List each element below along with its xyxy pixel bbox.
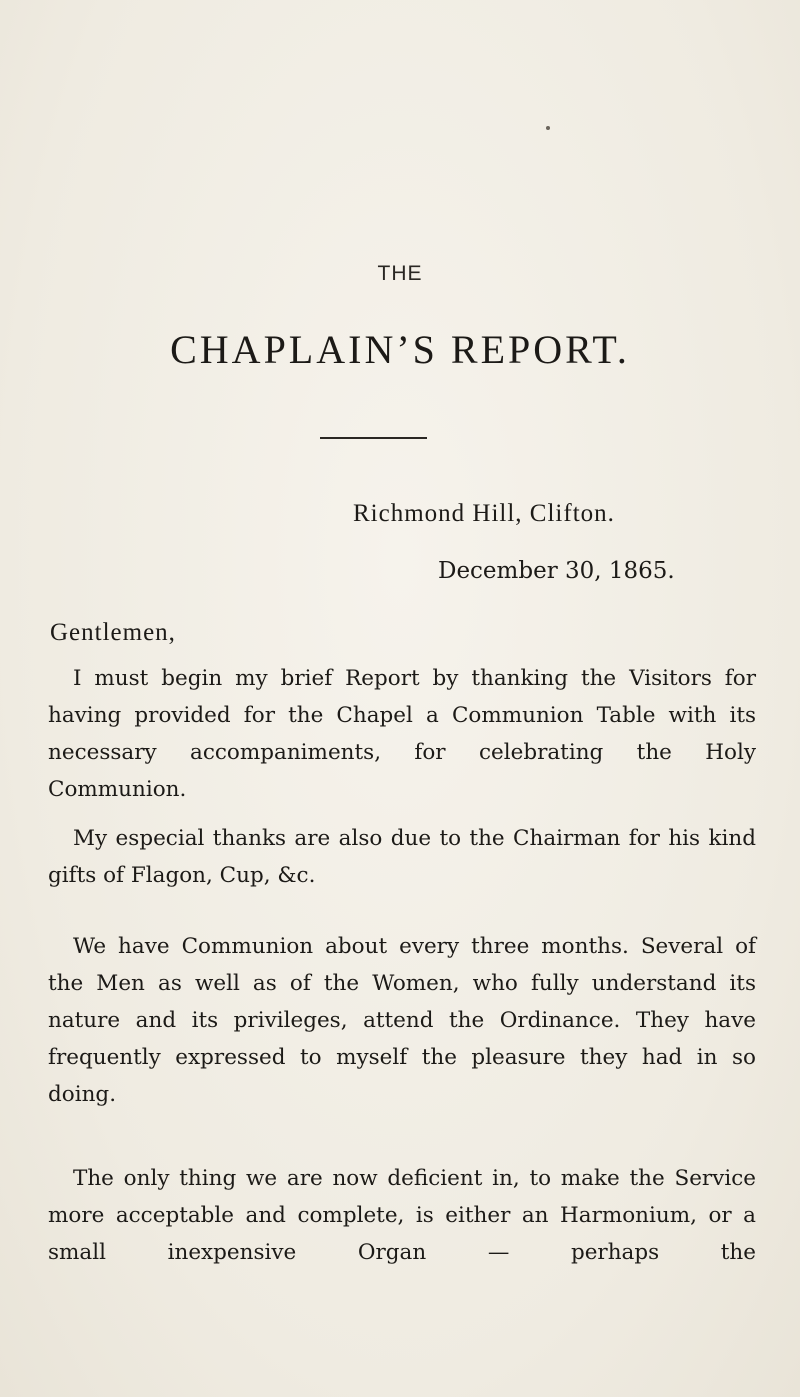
address-line: Richmond Hill, Clifton.: [353, 500, 615, 527]
paragraph-4: The only thing we are now deficient in, to make the Service more acceptable and complete, is either an Harmonium, or a small inexpensive Organ — perhaps the: [48, 1166, 756, 1265]
title-rule: [320, 437, 427, 439]
paragraph-3: We have Communion about every three months. Several of the Men as well as of the Women, who fully understand its nature and its privileges, attend the Ordinance. They have frequently expressed to myself the pleasure they had in so doing.: [48, 934, 756, 1107]
paragraph-1: I must begin my brief Report by thanking the Visitors for having provided for the Chapel a Communion Table with its necessary accompaniments, for celebrating the Holy Communion.: [48, 666, 756, 802]
paragraph-2: My especial thanks are also due to the Chairman for his kind gifts of Flagon, Cup, &c.: [48, 826, 756, 888]
page-title: CHAPLAIN’S REPORT.: [170, 327, 630, 372]
date-line: December 30, 1865.: [438, 558, 675, 584]
paper-speck: [546, 126, 550, 130]
header-the: THE: [377, 262, 423, 285]
salutation: Gentlemen,: [50, 619, 176, 646]
